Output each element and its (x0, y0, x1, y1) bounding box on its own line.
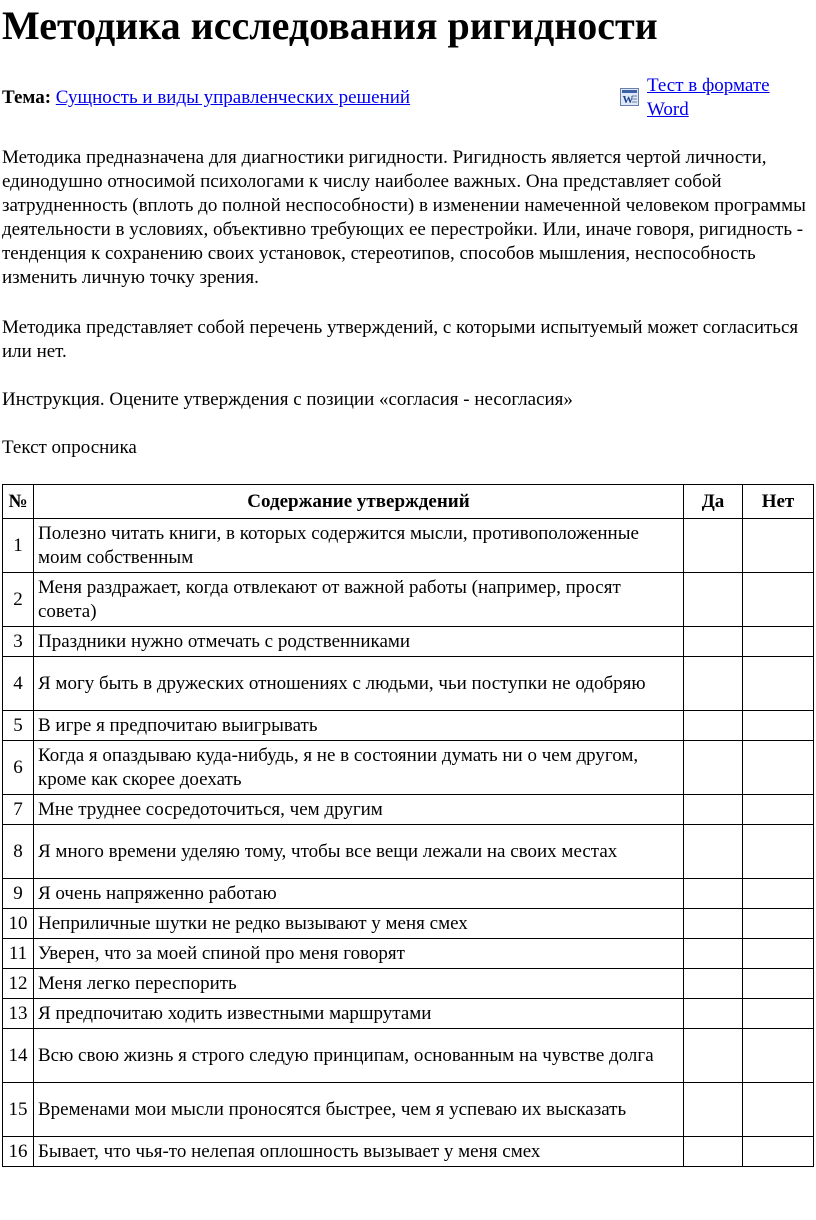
yes-cell[interactable] (684, 711, 743, 741)
header-num: № (3, 485, 34, 519)
no-cell[interactable] (743, 825, 814, 879)
row-number: 16 (3, 1137, 34, 1167)
header-statement: Содержание утверждений (34, 485, 684, 519)
header-no: Нет (743, 485, 814, 519)
row-number: 7 (3, 795, 34, 825)
row-statement: Я очень напряженно работаю (34, 879, 684, 909)
no-cell[interactable] (743, 795, 814, 825)
row-number: 11 (3, 939, 34, 969)
row-statement: Когда я опаздываю куда-нибудь, я не в состоянии думать ни о чем другом, кроме как скорее доехать (34, 741, 684, 795)
row-number: 9 (3, 879, 34, 909)
row-number: 13 (3, 999, 34, 1029)
row-number: 14 (3, 1029, 34, 1083)
table-row (3, 519, 814, 573)
table-header-row (3, 485, 814, 519)
word-document-icon (620, 88, 639, 106)
yes-cell[interactable] (684, 519, 743, 573)
row-number: 12 (3, 969, 34, 999)
row-number: 2 (3, 573, 34, 627)
topic-link[interactable]: Сущность и виды управленческих решений (55, 87, 411, 108)
table-row (3, 795, 814, 825)
word-download-link[interactable] (620, 74, 810, 122)
table-row (3, 825, 814, 879)
table-row (3, 969, 814, 999)
table-row (3, 1137, 814, 1167)
no-cell[interactable] (743, 1137, 814, 1167)
yes-cell[interactable] (684, 939, 743, 969)
yes-cell[interactable] (684, 1029, 743, 1083)
row-number: 1 (3, 519, 34, 573)
no-cell[interactable] (743, 969, 814, 999)
row-statement: Я предпочитаю ходить известными маршрутами (34, 999, 684, 1029)
row-statement: Меня легко переспорить (34, 969, 684, 999)
no-cell[interactable] (743, 627, 814, 657)
description-paragraph: Методика представляет собой перечень утверждений, с которыми испытуемый может согласиться или нет. (2, 317, 799, 362)
topic-line (2, 86, 410, 110)
yes-cell[interactable] (684, 657, 743, 711)
yes-cell[interactable] (684, 1083, 743, 1137)
no-cell[interactable] (743, 741, 814, 795)
table-row (3, 909, 814, 939)
questionnaire-table (2, 484, 814, 1167)
row-statement: Уверен, что за моей спиной про меня говорят (34, 939, 684, 969)
page-title: Методика исследования ригидности (2, 3, 658, 48)
no-cell[interactable] (743, 519, 814, 573)
row-statement: Всю свою жизнь я строго следую принципам, основанным на чувстве долга (34, 1029, 684, 1083)
table-row (3, 741, 814, 795)
yes-cell[interactable] (684, 741, 743, 795)
row-statement: Праздники нужно отмечать с родственниками (34, 627, 684, 657)
word-link-text: Тест в формате Word (647, 75, 770, 120)
instruction-paragraph: Инструкция. Оцените утверждения с позиции «согласия - несогласия» (2, 389, 573, 410)
table-row (3, 939, 814, 969)
no-cell[interactable] (743, 711, 814, 741)
row-statement: Меня раздражает, когда отвлекают от важной работы (например, просят совета) (34, 573, 684, 627)
yes-cell[interactable] (684, 825, 743, 879)
yes-cell[interactable] (684, 795, 743, 825)
row-number: 4 (3, 657, 34, 711)
topic-label: Тема: (2, 87, 52, 108)
row-statement: Я много времени уделяю тому, чтобы все вещи лежали на своих местах (34, 825, 684, 879)
svg-text:W: W (622, 94, 634, 106)
row-statement: В игре я предпочитаю выигрывать (34, 711, 684, 741)
table-row (3, 1029, 814, 1083)
no-cell[interactable] (743, 999, 814, 1029)
table-row (3, 657, 814, 711)
row-statement: Полезно читать книги, в которых содержится мысли, противоположенные моим собственным (34, 519, 684, 573)
table-row (3, 627, 814, 657)
row-statement: Временами мои мысли проносятся быстрее, чем я успеваю их высказать (34, 1083, 684, 1137)
yes-cell[interactable] (684, 909, 743, 939)
yes-cell[interactable] (684, 999, 743, 1029)
table-row (3, 1083, 814, 1137)
row-number: 15 (3, 1083, 34, 1137)
no-cell[interactable] (743, 909, 814, 939)
row-number: 8 (3, 825, 34, 879)
table-row (3, 573, 814, 627)
table-row (3, 711, 814, 741)
row-statement: Бывает, что чья-то нелепая оплошность вызывает у меня смех (34, 1137, 684, 1167)
table-row (3, 879, 814, 909)
no-cell[interactable] (743, 879, 814, 909)
yes-cell[interactable] (684, 627, 743, 657)
yes-cell[interactable] (684, 573, 743, 627)
row-statement: Я могу быть в дружеских отношениях с людьми, чьи поступки не одобряю (34, 657, 684, 711)
yes-cell[interactable] (684, 1137, 743, 1167)
row-statement: Мне труднее сосредоточиться, чем другим (34, 795, 684, 825)
no-cell[interactable] (743, 1029, 814, 1083)
yes-cell[interactable] (684, 969, 743, 999)
header-yes: Да (684, 485, 743, 519)
yes-cell[interactable] (684, 879, 743, 909)
row-number: 10 (3, 909, 34, 939)
questionnaire-label: Текст опросника (2, 437, 137, 458)
row-number: 6 (3, 741, 34, 795)
no-cell[interactable] (743, 657, 814, 711)
row-number: 3 (3, 627, 34, 657)
no-cell[interactable] (743, 573, 814, 627)
no-cell[interactable] (743, 939, 814, 969)
intro-paragraph: Методика предназначена для диагностики ригидности. Ригидность является чертой личности, единодушно относимой психологами к числу наиболее важных. Она представляет собой затрудненность (вплоть до полной неспособности) в изменении намеченной человеком программы деятельности в условиях, объективно требующих ее перестройки. Или, иначе говоря, ригидность - тенденция к сохранению своих установок, стереотипов, способов мышления, неспособность изменить личную точку зрения. (2, 147, 806, 288)
table-row (3, 999, 814, 1029)
no-cell[interactable] (743, 1083, 814, 1137)
row-statement: Неприличные шутки не редко вызывают у меня смех (34, 909, 684, 939)
row-number: 5 (3, 711, 34, 741)
